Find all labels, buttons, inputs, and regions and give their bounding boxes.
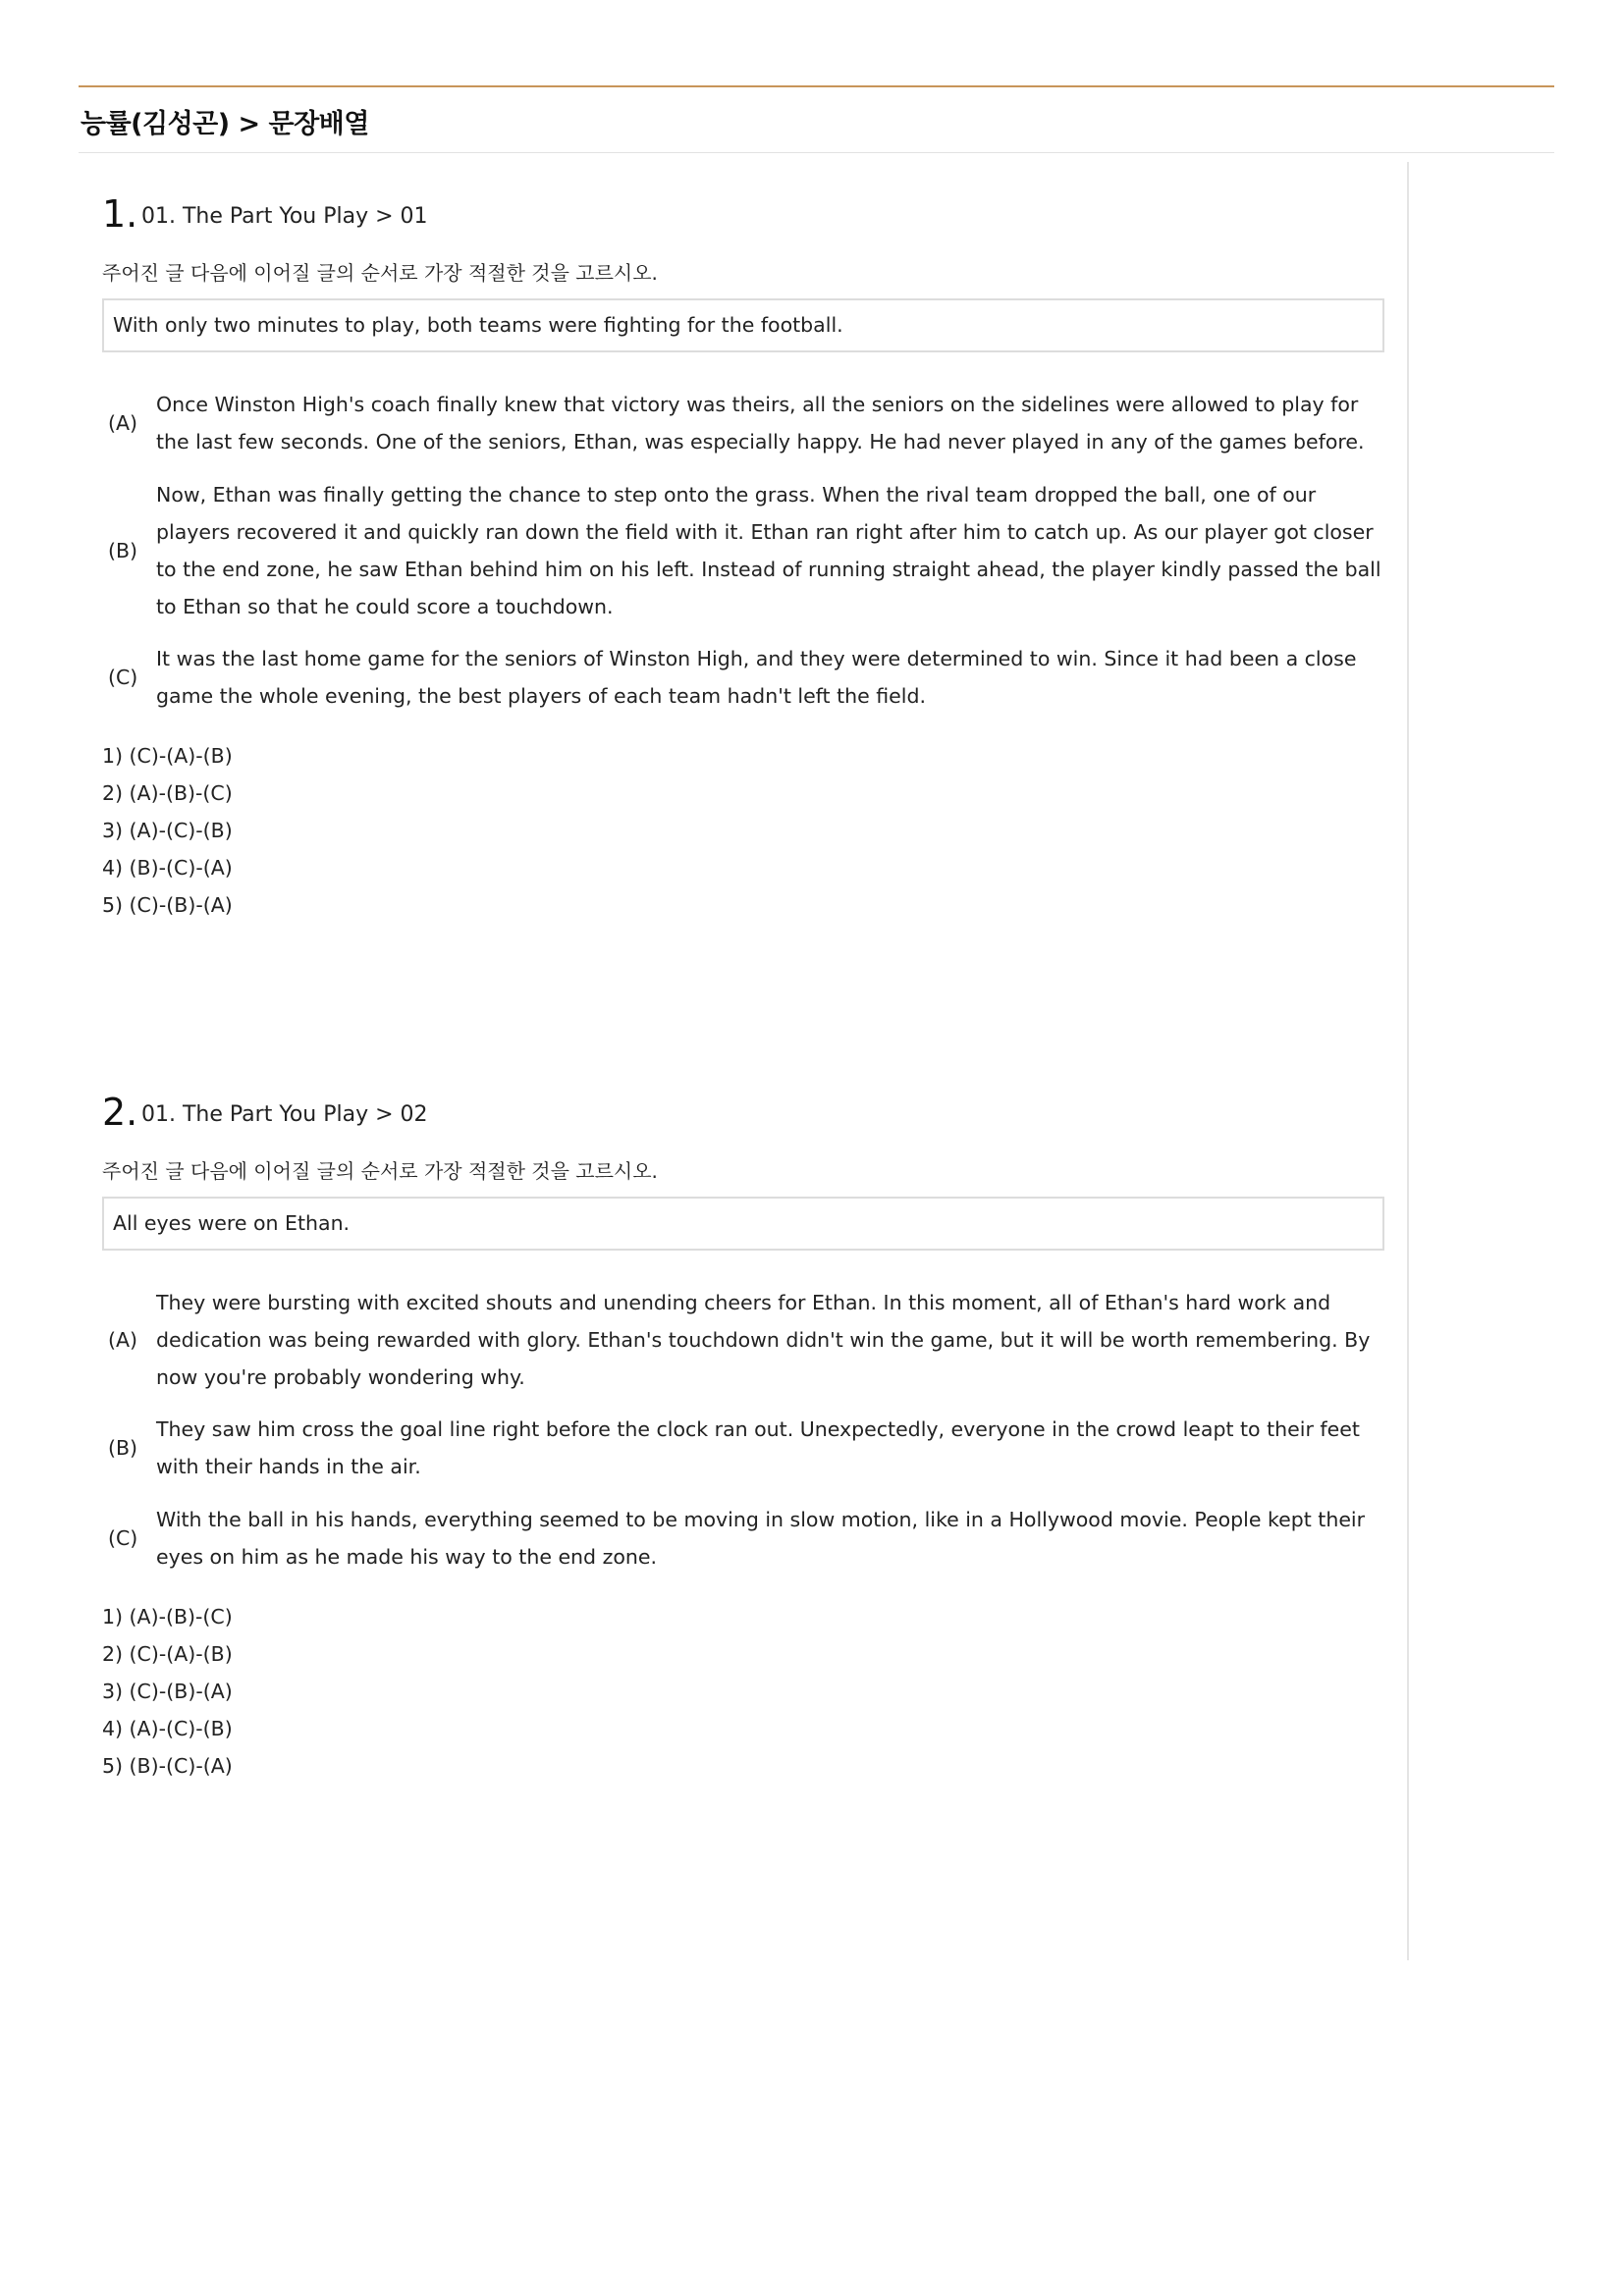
passage-label: (B): [108, 539, 138, 562]
passage-label: (B): [108, 1436, 138, 1460]
answer-choice-1[interactable]: 1) (A)-(B)-(C): [102, 1605, 233, 1629]
passage-c: [102, 1501, 1386, 1575]
header-bottom-rule: [79, 152, 1554, 153]
answer-choice-3[interactable]: 3) (C)-(B)-(A): [102, 1680, 233, 1703]
answer-choice-2[interactable]: 2) (A)-(B)-(C): [102, 781, 233, 805]
passage-text: It was the last home game for the seniors of Winston High, and they were determined to win. Since it had been a close game the whole evening, the best players of each team hadn't left the field.: [156, 647, 1357, 708]
passage-text: With the ball in his hands, everything seemed to be moving in slow motion, like in a Hollywood movie. People kept their eyes on him as he made his way to the end zone.: [156, 1508, 1366, 1569]
passage-b: [102, 476, 1386, 625]
answer-choice-1[interactable]: 1) (C)-(A)-(B): [102, 744, 233, 768]
passage-text: Once Winston High's coach finally knew that victory was theirs, all the seniors on the sidelines were allowed to play for the last few seconds. One of the seniors, Ethan, was especially happy. He had never played in any of the games before.: [156, 393, 1365, 454]
question-source: 01. The Part You Play > 02: [141, 1102, 428, 1127]
passage-c: [102, 640, 1386, 715]
passage-label: (A): [108, 1328, 138, 1352]
passage-text: Now, Ethan was finally getting the chance to step onto the grass. When the rival team dropped the ball, one of our players recovered it and quickly ran down the field with it. Ethan ran right after him to catch up. As our player got closer to the end zone, he saw Ethan behind him on his left. Instead of running straight ahead, the player kindly passed the ball to Ethan so that he could score a touchdown.: [156, 483, 1381, 618]
given-sentence-box: With only two minutes to play, both teams were fighting for the football.: [102, 298, 1384, 352]
question-number: 1.: [102, 192, 138, 236]
passage-label: (C): [108, 666, 138, 689]
answer-choice-2[interactable]: 2) (C)-(A)-(B): [102, 1642, 233, 1666]
answer-choice-4[interactable]: 4) (B)-(C)-(A): [102, 856, 233, 880]
passage-text: They saw him cross the goal line right before the clock ran out. Unexpectedly, everyone in the crowd leapt to their feet with their hands in the air.: [156, 1417, 1360, 1478]
passage-text: They were bursting with excited shouts and unending cheers for Ethan. In this moment, all of Ethan's hard work and dedication was being rewarded with glory. Ethan's touchdown didn't win the game, but it will be worth remembering. By now you're probably wondering why.: [156, 1291, 1371, 1389]
question-title: [102, 1091, 1386, 1140]
question-number: 2.: [102, 1091, 138, 1134]
question-1: [102, 192, 1386, 917]
question-2: [102, 1091, 1386, 1778]
passage-label: (C): [108, 1526, 138, 1550]
answer-choice-5[interactable]: 5) (C)-(B)-(A): [102, 893, 233, 917]
answer-choice-5[interactable]: 5) (B)-(C)-(A): [102, 1754, 233, 1778]
passage-label: (A): [108, 411, 138, 435]
header-top-rule: [79, 85, 1554, 87]
question-instruction: 주어진 글 다음에 이어질 글의 순서로 가장 적절한 것을 고르시오.: [102, 261, 658, 285]
page-title: 능률(김성곤) > 문장배열: [81, 109, 369, 139]
passage-a: [102, 386, 1386, 460]
side-column-divider: [1407, 162, 1409, 1960]
question-title: [102, 192, 1386, 241]
question-source: 01. The Part You Play > 01: [141, 204, 428, 229]
given-sentence-box: All eyes were on Ethan.: [102, 1197, 1384, 1251]
answer-choice-3[interactable]: 3) (A)-(C)-(B): [102, 819, 233, 842]
question-instruction: 주어진 글 다음에 이어질 글의 순서로 가장 적절한 것을 고르시오.: [102, 1159, 658, 1183]
passage-b: [102, 1411, 1386, 1485]
answer-choice-4[interactable]: 4) (A)-(C)-(B): [102, 1717, 233, 1740]
passage-a: [102, 1284, 1386, 1396]
